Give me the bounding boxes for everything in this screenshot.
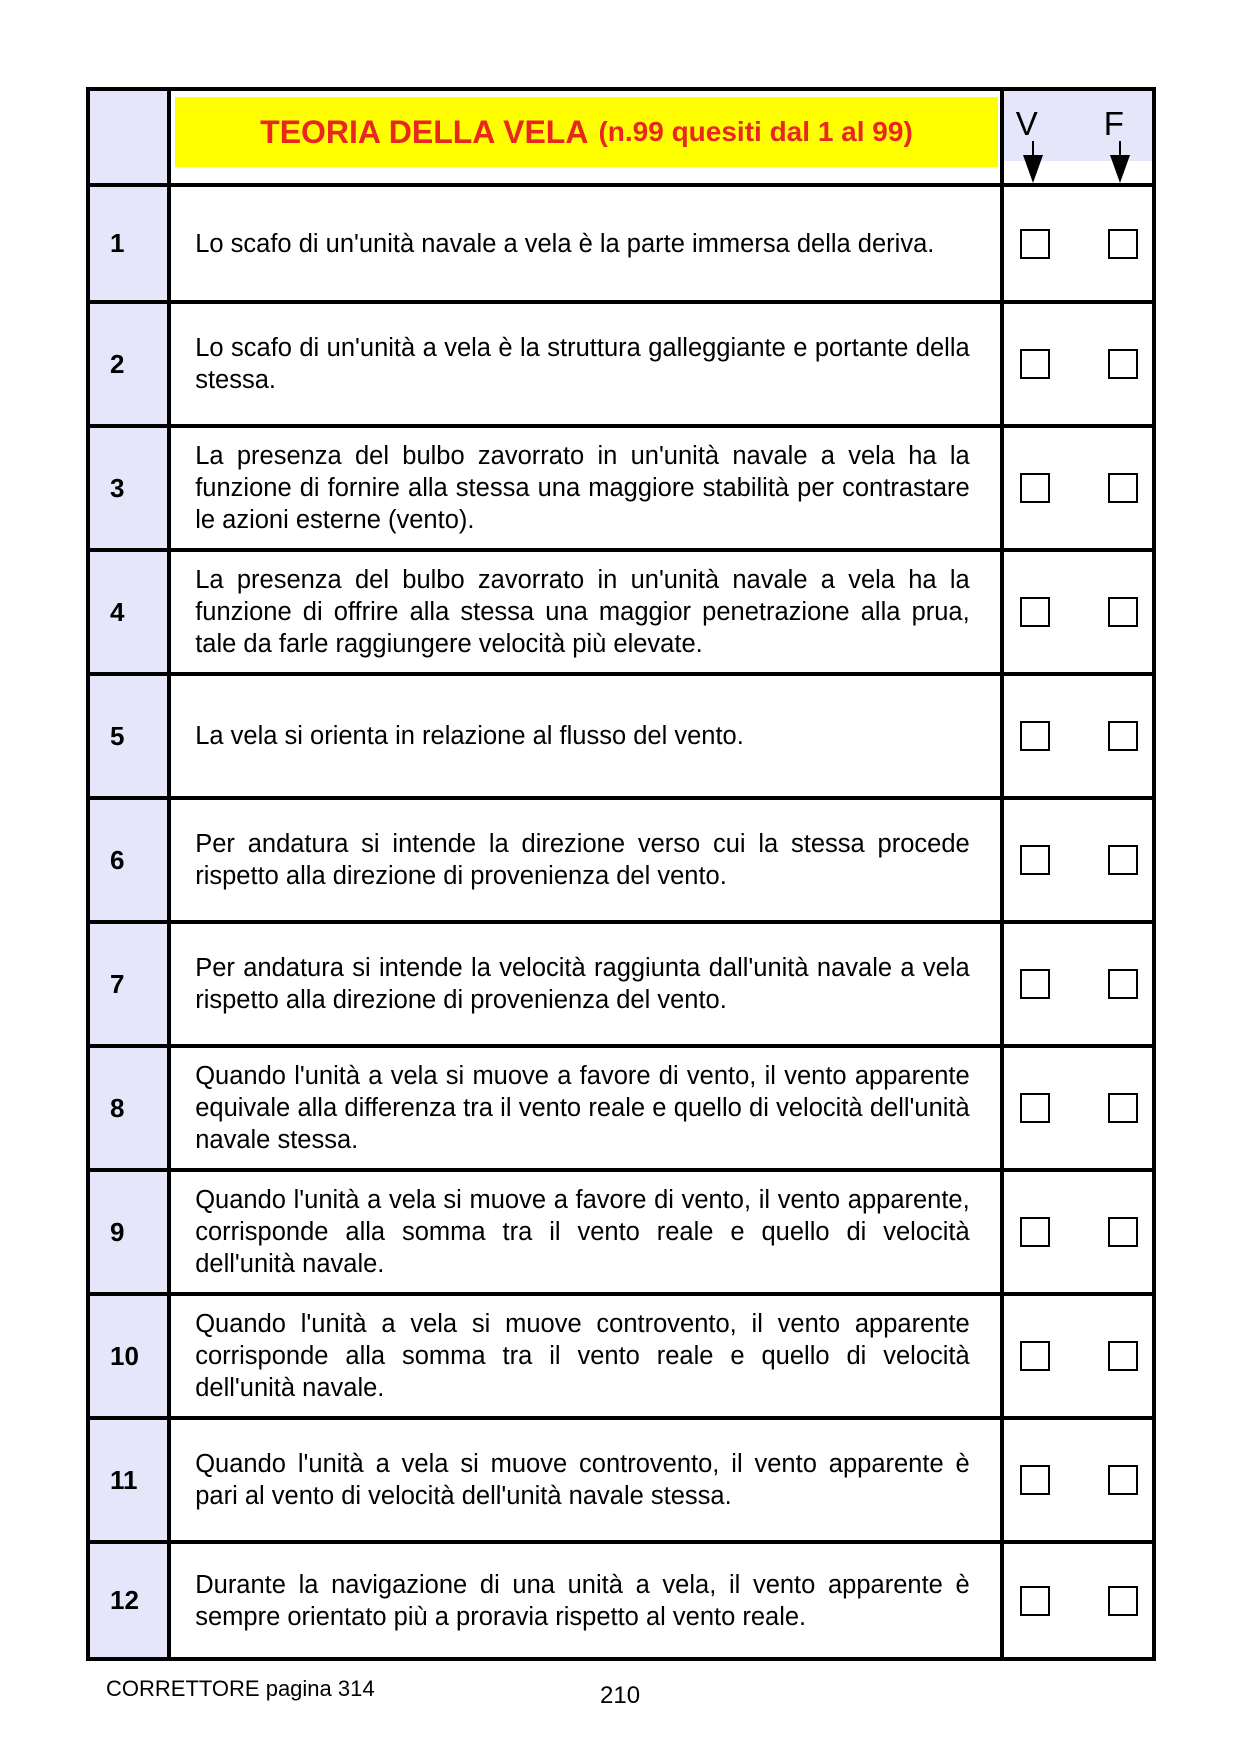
true-checkbox[interactable]	[1020, 473, 1050, 503]
false-checkbox[interactable]	[1108, 349, 1138, 379]
question-text: Lo scafo di un'unità a vela è la struttura galleggiante e portante della stessa.	[195, 334, 970, 394]
header-title-cell	[169, 89, 1001, 185]
false-checkbox[interactable]	[1108, 597, 1138, 627]
question-text: Quando l'unità a vela si muove controvento, il vento apparente corrisponde alla somma tra il vento reale e quello di velocità dell'unità navale.	[195, 1310, 970, 1402]
question-row	[88, 1294, 1154, 1418]
false-checkbox[interactable]	[1108, 845, 1138, 875]
arrow-down-icon-true	[1023, 141, 1043, 183]
answer-cell	[1002, 426, 1154, 550]
question-text: Lo scafo di un'unità navale a vela è la parte immersa della deriva.	[195, 229, 935, 258]
question-text: La presenza del bulbo zavorrato in un'unità navale a vela ha la funzione di offrire alla stessa una maggior penetrazione alla prua, tale da farle raggiungere velocità più elevate.	[195, 566, 970, 658]
question-row	[88, 426, 1154, 550]
answer-cell	[1002, 1170, 1154, 1294]
question-text: La presenza del bulbo zavorrato in un'unità navale a vela ha la funzione di fornire alla stessa una maggiore stabilità per contrastare le azioni esterne (vento).	[195, 442, 970, 534]
question-number: 12	[88, 1542, 169, 1659]
false-checkbox[interactable]	[1108, 1093, 1138, 1123]
question-text-cell	[169, 1542, 1001, 1659]
question-text-cell	[169, 674, 1001, 798]
question-text-cell	[169, 302, 1001, 426]
true-checkbox[interactable]	[1020, 969, 1050, 999]
header-number-cell	[88, 89, 169, 185]
true-checkbox[interactable]	[1020, 1586, 1050, 1616]
question-text-cell	[169, 1170, 1001, 1294]
answer-cell	[1002, 674, 1154, 798]
false-checkbox[interactable]	[1108, 721, 1138, 751]
true-checkbox[interactable]	[1020, 229, 1050, 259]
question-number: 6	[88, 798, 169, 922]
title-main: TEORIA DELLA VELA	[260, 113, 589, 150]
header-vf-cell	[1002, 89, 1154, 185]
question-text: Quando l'unità a vela si muove a favore di vento, il vento apparente equivale alla differenza tra il vento reale e quello di velocità dell'unità navale stessa.	[195, 1062, 970, 1154]
false-checkbox[interactable]	[1108, 1341, 1138, 1371]
question-row	[88, 1542, 1154, 1659]
answer-cell	[1002, 798, 1154, 922]
false-checkbox[interactable]	[1108, 473, 1138, 503]
answer-cell	[1002, 550, 1154, 674]
answer-cell	[1002, 922, 1154, 1046]
question-row	[88, 550, 1154, 674]
question-row	[88, 1170, 1154, 1294]
question-number: 8	[88, 1046, 169, 1170]
question-text: Quando l'unità a vela si muove a favore di vento, il vento apparente, corrisponde alla somma tra il vento reale e quello di velocità dell'unità navale.	[195, 1186, 970, 1278]
arrow-down-icon-false	[1110, 141, 1130, 183]
question-text-cell	[169, 1418, 1001, 1542]
question-text: Quando l'unità a vela si muove controvento, il vento apparente è pari al vento di velocità dell'unità navale stessa.	[195, 1450, 970, 1510]
true-checkbox[interactable]	[1020, 1341, 1050, 1371]
title-band	[175, 97, 997, 167]
false-checkbox[interactable]	[1108, 969, 1138, 999]
true-column-label: V	[1015, 105, 1038, 142]
question-number: 3	[88, 426, 169, 550]
true-checkbox[interactable]	[1020, 597, 1050, 627]
true-checkbox[interactable]	[1020, 721, 1050, 751]
question-row	[88, 185, 1154, 302]
true-checkbox[interactable]	[1020, 349, 1050, 379]
question-number: 11	[88, 1418, 169, 1542]
question-row	[88, 674, 1154, 798]
title-subtitle: (n.99 quesiti dal 1 al 99)	[598, 116, 913, 147]
question-text: La vela si orienta in relazione al flusso del vento.	[195, 722, 744, 750]
vf-arrows	[1004, 91, 1146, 183]
question-text: Per andatura si intende la velocità raggiunta dall'unità navale a vela rispetto alla direzione di provenienza del vento.	[195, 954, 970, 1014]
true-checkbox[interactable]	[1020, 845, 1050, 875]
question-text-cell	[169, 185, 1001, 302]
answer-cell	[1002, 1046, 1154, 1170]
question-row	[88, 922, 1154, 1046]
corrector-note: CORRETTORE pagina 314	[106, 1676, 375, 1701]
true-checkbox[interactable]	[1020, 1217, 1050, 1247]
question-text-cell	[169, 1046, 1001, 1170]
question-number: 7	[88, 922, 169, 1046]
false-checkbox[interactable]	[1108, 1586, 1138, 1616]
true-checkbox[interactable]	[1020, 1093, 1050, 1123]
question-text: Durante la navigazione di una unità a vela, il vento apparente è sempre orientato più a proravia rispetto al vento reale.	[195, 1570, 970, 1631]
question-text-cell	[169, 798, 1001, 922]
question-row	[88, 302, 1154, 426]
question-number: 1	[88, 185, 169, 302]
question-text-cell	[169, 922, 1001, 1046]
question-row	[88, 1418, 1154, 1542]
answer-cell	[1002, 1542, 1154, 1659]
false-checkbox[interactable]	[1108, 229, 1138, 259]
false-checkbox[interactable]	[1108, 1217, 1138, 1247]
question-text-cell	[169, 550, 1001, 674]
answer-cell	[1002, 302, 1154, 426]
question-number: 5	[88, 674, 169, 798]
question-text-cell	[169, 426, 1001, 550]
answer-cell	[1002, 1418, 1154, 1542]
page-number: 210	[600, 1682, 641, 1709]
answer-cell	[1002, 185, 1154, 302]
false-column-label: F	[1103, 105, 1124, 142]
quiz-table	[86, 87, 1156, 1661]
true-checkbox[interactable]	[1020, 1465, 1050, 1495]
question-row	[88, 1046, 1154, 1170]
question-number: 9	[88, 1170, 169, 1294]
question-text: Per andatura si intende la direzione verso cui la stessa procede rispetto alla direzione di provenienza del vento.	[195, 830, 970, 890]
false-checkbox[interactable]	[1108, 1465, 1138, 1495]
answer-cell	[1002, 1294, 1154, 1418]
question-text-cell	[169, 1294, 1001, 1418]
question-number: 4	[88, 550, 169, 674]
header-row	[88, 89, 1154, 185]
question-row	[88, 798, 1154, 922]
question-number: 10	[88, 1294, 169, 1418]
question-number: 2	[88, 302, 169, 426]
